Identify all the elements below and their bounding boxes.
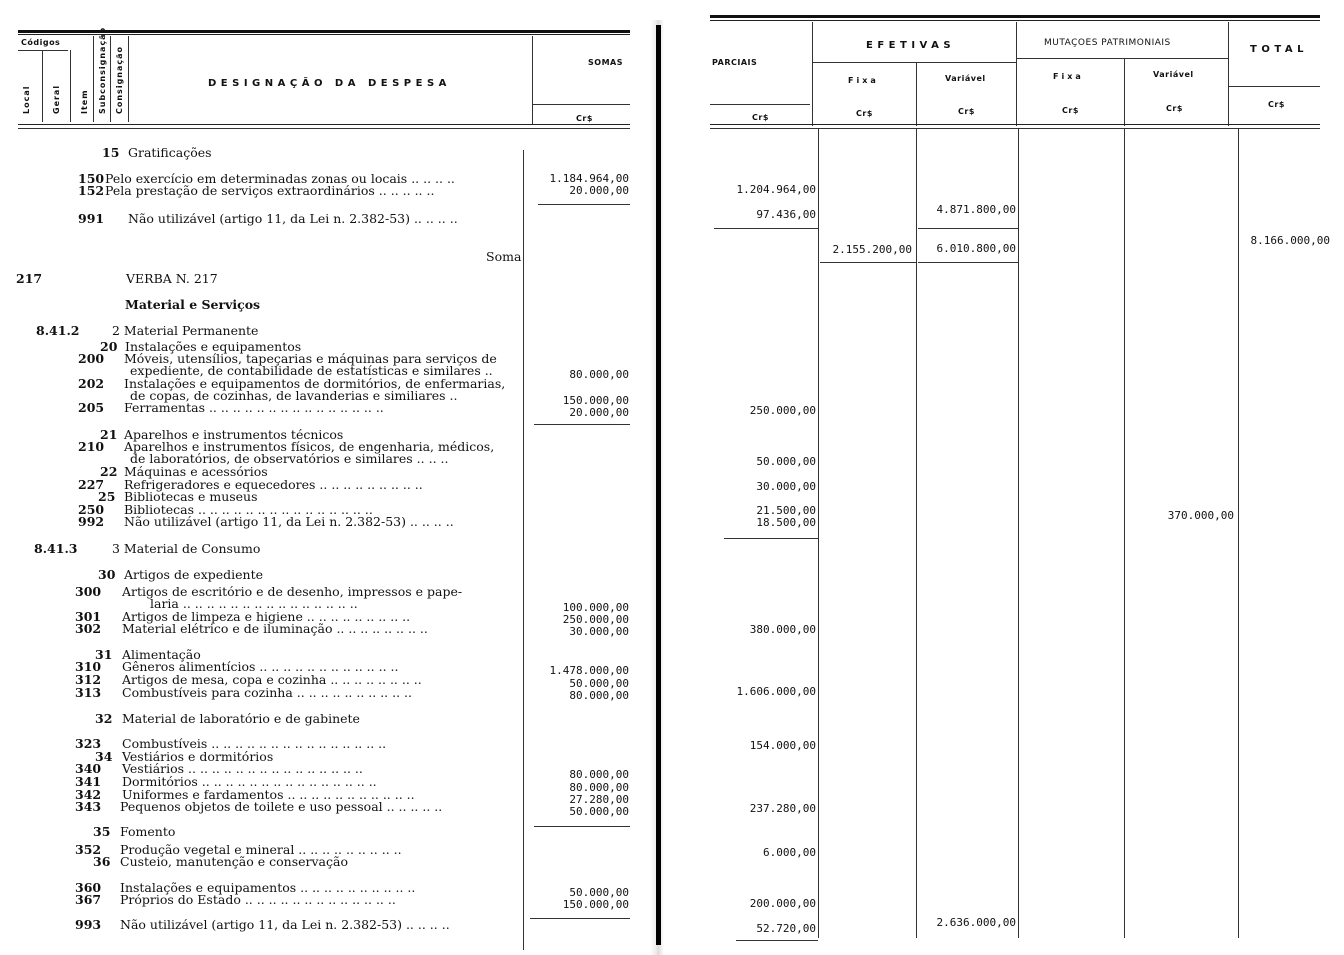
somas-value: 80.000,00 (569, 368, 629, 381)
row-code: 20 (100, 339, 118, 354)
header-divider (1016, 22, 1017, 126)
row-description: Instalações e equipamentos de dormitórios, de enfermarias, (124, 376, 506, 391)
codigos-label: Códigos (21, 38, 61, 47)
row-description: Bibliotecas .. .. .. .. .. .. .. .. .. .. .. .. .. .. .. (124, 502, 373, 517)
row-code: 152 (78, 183, 105, 198)
row-code: 300 (75, 584, 102, 599)
somas-value: 27.280,00 (569, 793, 629, 806)
row-description: Instalações e equipamentos .. .. .. .. .. .. .. .. .. .. (120, 880, 416, 895)
header-divider (812, 22, 813, 126)
efetivas-variavel-unit: Cr$ (958, 107, 975, 116)
somas-value: 30.000,00 (569, 625, 629, 638)
top-rule (710, 15, 1320, 18)
header-bottom-rule (710, 124, 1320, 125)
somas-value: 150.000,00 (562, 898, 629, 911)
row-code: 992 (78, 514, 105, 529)
row-description: Não utilizável (artigo 11, da Lei n. 2.382-53) .. .. .. .. (124, 514, 454, 529)
efetivas-variavel-label: Variável (945, 74, 986, 83)
row-description: Pela prestação de serviços extraordinários .. .. .. .. .. (105, 183, 435, 198)
mutacoes-fixa-unit: Cr$ (1062, 106, 1079, 115)
efetivas-variavel-value: 4.871.800,00 (936, 203, 1016, 216)
parciais-value: 154.000,00 (749, 739, 816, 752)
row-description: Combustíveis para cozinha .. .. .. .. .. .. .. .. .. .. (122, 685, 412, 700)
body-divider (1238, 128, 1239, 938)
subtotal-rule (724, 538, 818, 539)
somas-value: 50.000,00 (569, 886, 629, 899)
parciais-value: 1.204.964,00 (736, 183, 816, 196)
row-description: VERBA N. 217 (126, 271, 218, 286)
parciais-value: 50.000,00 (756, 455, 816, 468)
parciais-value: 1.606.000,00 (736, 685, 816, 698)
row-code: 31 (95, 647, 113, 662)
subtotal-rule (534, 424, 630, 425)
total-underline (1228, 86, 1320, 87)
row-description: Material e Serviços (125, 297, 261, 312)
codigos-underline (18, 50, 68, 51)
somas-value: 1.184.964,00 (549, 172, 629, 185)
row-description: Artigos de expediente (124, 567, 264, 582)
efetivas-fixa-label: Fixa (848, 76, 879, 85)
row-code: 30 (98, 567, 116, 582)
row-code: 301 (75, 609, 102, 624)
row-code: 32 (95, 711, 113, 726)
row-code: 250 (78, 502, 105, 517)
row-description: Artigos de escritório e de desenho, impressos e pape- (122, 584, 463, 599)
parciais-value: 30.000,00 (756, 480, 816, 493)
row-description: Gêneros alimentícios .. .. .. .. .. .. .. .. .. .. .. .. (122, 659, 399, 674)
row-description: Não utilizável (artigo 11, da Lei n. 2.382-53) .. .. .. .. (120, 917, 450, 932)
col-divider (93, 36, 94, 122)
parciais-value: 380.000,00 (749, 623, 816, 636)
row-code: 21 (100, 427, 118, 442)
somas-unit: Cr$ (576, 114, 593, 123)
row-code: 342 (75, 787, 102, 802)
col-divider (70, 50, 71, 122)
row-description: Gratificações (128, 145, 212, 160)
parciais-value: 250.000,00 (749, 404, 816, 417)
subtotal-rule (530, 918, 630, 919)
somas-value: 20.000,00 (569, 184, 629, 197)
row-description: Bibliotecas e museus (124, 489, 258, 504)
parciais-value: 200.000,00 (749, 897, 816, 910)
row-code: 343 (75, 799, 102, 814)
efetivas-fixa-value: 2.155.200,00 (832, 243, 912, 256)
body-divider (916, 128, 917, 938)
row-description: Artigos de limpeza e higiene .. .. .. .. .. .. .. .. .. (122, 609, 411, 624)
row-description: Dormitórios .. .. .. .. .. .. .. .. .. .. .. .. .. .. .. (122, 774, 377, 789)
col-subconsignacao-label: Subconsignação (98, 26, 107, 114)
body-divider (818, 128, 819, 938)
row-code: 217 (16, 271, 43, 286)
row-description: Material de laboratório e de gabinete (122, 711, 360, 726)
subtotal-rule (918, 262, 1018, 263)
row-description: Não utilizável (artigo 11, da Lei n. 2.382-53) .. .. .. .. (128, 211, 458, 226)
row-code: 8.41.3 (34, 541, 78, 556)
row-description: Aparelhos e instrumentos físicos, de engenharia, médicos, (124, 439, 495, 454)
efetivas-variavel-value: 6.010.800,00 (936, 242, 1016, 255)
mutacoes-variavel-unit: Cr$ (1166, 104, 1183, 113)
somas-value: 250.000,00 (562, 613, 629, 626)
efetivas-label: EFETIVAS (866, 40, 956, 51)
row-code: 312 (75, 672, 102, 687)
subtotal-rule (534, 826, 630, 827)
header-bottom-rule-2 (710, 128, 1320, 129)
row-description: 2 Material Permanente (112, 323, 259, 338)
row-code: 341 (75, 774, 102, 789)
row-description: laria .. .. .. .. .. .. .. .. .. .. .. .. .. .. .. (150, 596, 358, 611)
somas-value: 150.000,00 (562, 394, 629, 407)
col-divider (42, 50, 43, 122)
row-code: 22 (100, 464, 118, 479)
mutacoes-variavel-label: Variável (1153, 70, 1194, 79)
col-geral-label: Geral (52, 84, 61, 114)
efetivas-fixa-unit: Cr$ (856, 109, 873, 118)
subtotal-rule (820, 262, 916, 263)
row-code: 8.41.2 (36, 323, 80, 338)
mutacoes-variavel-value: 370.000,00 (1167, 509, 1234, 522)
header-divider (1228, 22, 1229, 126)
somas-value: 80.000,00 (569, 768, 629, 781)
row-description: Móveis, utensílios, tapeçarias e máquinas para serviços de (124, 351, 497, 366)
row-code: 352 (75, 842, 102, 857)
row-description: Custeio, manutenção e conservação (120, 854, 348, 869)
book-spine (656, 25, 661, 945)
row-description: Produção vegetal e mineral .. .. .. .. .. .. .. .. .. (120, 842, 402, 857)
total-value: 8.166.000,00 (1250, 234, 1330, 247)
parciais-value: 52.720,00 (756, 922, 816, 935)
somas-underline (532, 104, 630, 105)
row-description: Material elétrico e de iluminação .. .. .. .. .. .. .. .. (122, 621, 428, 636)
efetivas-underline (812, 62, 1016, 63)
row-description: Ferramentas .. .. .. .. .. .. .. .. .. .. .. .. .. .. .. (124, 400, 384, 415)
subtotal-rule (538, 204, 630, 205)
somas-value: 80.000,00 (569, 781, 629, 794)
row-description: Soma (486, 249, 522, 264)
row-description: Refrigeradores e equecedores .. .. .. .. .. .. .. .. .. (124, 477, 423, 492)
somas-value: 1.478.000,00 (549, 664, 629, 677)
subtotal-rule (918, 228, 1018, 229)
row-code: 150 (78, 171, 105, 186)
somas-value: 80.000,00 (569, 689, 629, 702)
parciais-unit: Cr$ (752, 113, 769, 122)
row-description: Combustíveis .. .. .. .. .. .. .. .. .. .. .. .. .. .. .. (122, 736, 387, 751)
col-divider (110, 36, 111, 122)
row-description: de copas, de cozinhas, de lavanderias e similiares .. (130, 388, 458, 403)
header-bottom-rule-2 (18, 128, 630, 129)
row-code: 210 (78, 439, 105, 454)
col-item-label: Item (80, 89, 89, 114)
row-code: 200 (78, 351, 105, 366)
row-code: 202 (78, 376, 105, 391)
row-description: Pelo exercício em determinadas zonas ou locais .. .. .. .. (105, 171, 455, 186)
body-divider (1124, 128, 1125, 938)
efetivas-variavel-value: 2.636.000,00 (936, 916, 1016, 929)
col-divider (128, 36, 129, 122)
row-code: 310 (75, 659, 102, 674)
parciais-underline (710, 104, 810, 105)
row-description: Instalações e equipamentos (125, 339, 302, 354)
row-code: 34 (95, 749, 113, 764)
somas-label: SOMAS (588, 58, 623, 67)
header-bottom-rule (18, 124, 630, 125)
somas-divider (532, 36, 533, 124)
somas-value: 50.000,00 (569, 677, 629, 690)
designacao-title: DESIGNAÇÃO DA DESPESA (208, 78, 451, 89)
col-consignacao-label: Consignação (115, 45, 124, 114)
mutacoes-underline (1016, 58, 1228, 59)
somas-value: 20.000,00 (569, 406, 629, 419)
row-description: Fomento (120, 824, 176, 839)
row-code: 36 (93, 854, 111, 869)
body-divider (523, 150, 524, 950)
row-description: de laboratórios, de observatórios e similares .. .. .. (130, 451, 449, 466)
mutacoes-label: MUTAÇOES PATRIMONIAIS (1044, 38, 1171, 48)
row-description: Alimentação (122, 647, 201, 662)
row-description: expediente, de contabilidade de estatísticas e similares .. (130, 363, 493, 378)
subtotal-rule (736, 940, 818, 941)
row-code: 205 (78, 400, 105, 415)
row-description: Pequenos objetos de toilete e uso pessoal .. .. .. .. .. (120, 799, 443, 814)
row-code: 340 (75, 761, 102, 776)
row-code: 313 (75, 685, 102, 700)
top-rule-2 (710, 20, 1320, 21)
row-code: 323 (75, 736, 102, 751)
row-code: 227 (78, 477, 105, 492)
row-description: Artigos de mesa, copa e cozinha .. .. .. .. .. .. .. .. (122, 672, 422, 687)
total-unit: Cr$ (1268, 100, 1285, 109)
total-label: TOTAL (1250, 44, 1308, 55)
row-description: Próprios do Estado .. .. .. .. .. .. .. .. .. .. .. .. .. (120, 892, 396, 907)
parciais-value: 18.500,00 (756, 516, 816, 529)
body-divider (1018, 128, 1019, 938)
somas-value: 100.000,00 (562, 601, 629, 614)
row-description: Vestiários e dormitórios (122, 749, 274, 764)
row-code: 15 (102, 145, 120, 160)
subtotal-rule (714, 228, 818, 229)
top-rule-2 (18, 34, 630, 35)
row-code: 25 (98, 489, 116, 504)
row-description: Uniformes e fardamentos .. .. .. .. .. .. .. .. .. .. .. (122, 787, 415, 802)
parciais-value: 6.000,00 (763, 846, 816, 859)
row-code: 993 (75, 917, 102, 932)
somas-value: 50.000,00 (569, 805, 629, 818)
header-divider (1124, 58, 1125, 126)
row-description: Máquinas e acessórios (124, 464, 268, 479)
row-code: 35 (93, 824, 111, 839)
parciais-value: 21.500,00 (756, 504, 816, 517)
row-code: 360 (75, 880, 102, 895)
row-description: Vestiários .. .. .. .. .. .. .. .. .. .. .. .. .. .. .. (122, 761, 363, 776)
row-description: 3 Material de Consumo (112, 541, 261, 556)
row-code: 367 (75, 892, 102, 907)
parciais-label: PARCIAIS (712, 58, 758, 67)
row-code: 991 (78, 211, 105, 226)
col-local-label: Local (22, 85, 31, 114)
parciais-value: 237.280,00 (749, 802, 816, 815)
header-divider (916, 62, 917, 126)
parciais-value: 97.436,00 (756, 208, 816, 221)
row-code: 302 (75, 621, 102, 636)
top-rule (18, 30, 630, 33)
mutacoes-fixa-label: Fixa (1053, 72, 1084, 81)
row-description: Aparelhos e instrumentos técnicos (124, 427, 344, 442)
